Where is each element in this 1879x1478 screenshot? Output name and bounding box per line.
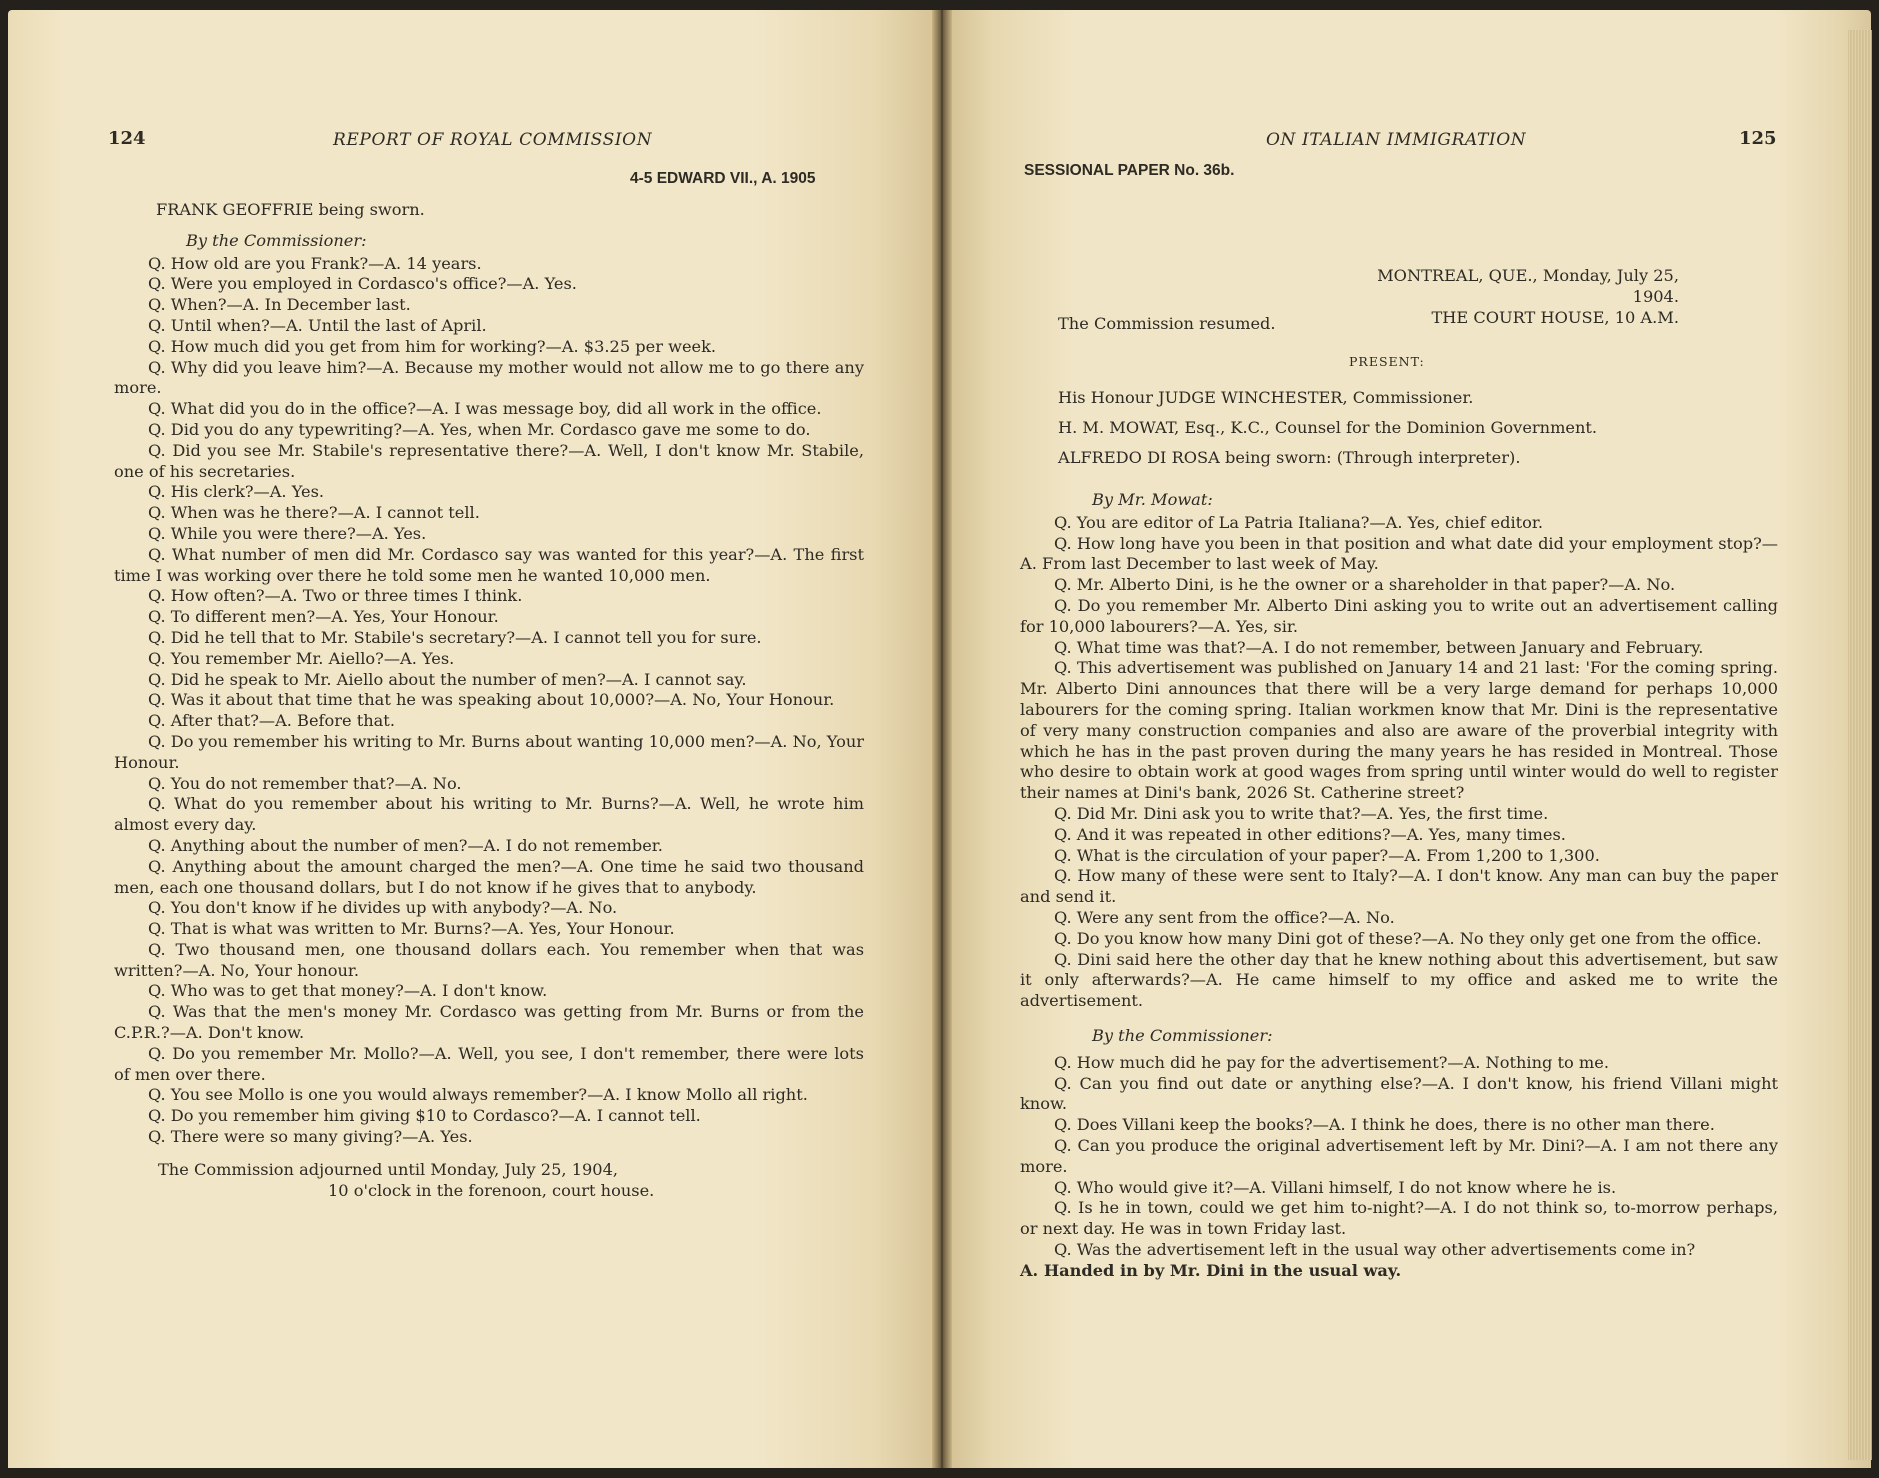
testimony-paragraph: Q. Two thousand men, one thousand dollars each. You remember when that was written?—A. No, Your honour. xyxy=(114,939,864,980)
testimony-paragraph: Q. Was it about that time that he was speaking about 10,000?—A. No, Your Honour. xyxy=(148,690,835,710)
testimony-paragraph: Q. What is the circulation of your paper?—A. From 1,200 to 1,300. xyxy=(1054,845,1600,865)
testimony-paragraph: Q. Were any sent from the office?—A. No. xyxy=(1054,907,1395,927)
testimony-paragraph: Q. After that?—A. Before that. xyxy=(148,711,395,731)
edition-line: 4-5 EDWARD VII., A. 1905 xyxy=(630,170,816,187)
testimony-paragraph: Q. Did Mr. Dini ask you to write that?—A. Yes, the first time. xyxy=(1054,803,1549,823)
testimony-paragraph: Q. When was he there?—A. I cannot tell. xyxy=(148,503,480,523)
testimony-paragraph: Q. While you were there?—A. Yes. xyxy=(148,523,427,543)
testimony-paragraph: Q. His clerk?—A. Yes. xyxy=(148,482,325,502)
final-answer: A. Handed in by Mr. Dini in the usual way. xyxy=(1020,1260,1402,1280)
testimony-paragraph: Q. Can you produce the original advertisement left by Mr. Dini?—A. I am not there any more. xyxy=(1020,1135,1778,1176)
testimony-paragraph: Q. How long have you been in that position and what date did your employment stop?—A. From last December to last week of May. xyxy=(1020,533,1778,574)
testimony-paragraph: Q. How old are you Frank?—A. 14 years. xyxy=(148,253,482,273)
testimony-list xyxy=(114,254,864,1148)
testimony-paragraph: Q. Mr. Alberto Dini, is he the owner or a shareholder in that paper?—A. No. xyxy=(1054,575,1676,595)
testimony-paragraph: Q. What did you do in the office?—A. I was message boy, did all work in the office. xyxy=(148,399,822,419)
testimony-paragraph: Q. Who would give it?—A. Villani himself, I do not know where he is. xyxy=(1054,1177,1617,1197)
testimony-paragraph: Q. Is he in town, could we get him to-night?—A. I do not think so, to-morrow perhaps, or next day. He was in town Friday last. xyxy=(1020,1198,1778,1239)
present-entry: H. M. MOWAT, Esq., K.C., Counsel for the Dominion Government. xyxy=(1058,417,1598,437)
page-edges xyxy=(1848,30,1872,1460)
adjournment-note xyxy=(114,1160,864,1202)
testimony-paragraph: Q. How often?—A. Two or three times I think. xyxy=(148,586,523,606)
testimony-paragraph: Q. You don't know if he divides up with anybody?—A. No. xyxy=(148,898,618,918)
testimony-paragraph: Q. What number of men did Mr. Cordasco say was wanted for this year?—A. The first time I was working over there he told some men he wanted 10,000 men. xyxy=(114,544,864,585)
page-number: 125 xyxy=(1739,128,1777,149)
testimony-paragraph: Q. Did you do any typewriting?—A. Yes, when Mr. Cordasco gave me some to do. xyxy=(148,419,811,439)
testimony-paragraph: Q. There were so many giving?—A. Yes. xyxy=(148,1127,473,1147)
testimony-paragraph: Q. Anything about the number of men?—A. I do not remember. xyxy=(148,835,663,855)
book-gutter xyxy=(932,10,952,1468)
examiner-heading: By Mr. Mowat: xyxy=(1092,490,1213,509)
testimony-paragraph: Q. You are editor of La Patria Italiana?—A. Yes, chief editor. xyxy=(1054,512,1543,532)
testimony-paragraph: Q. Can you find out date or anything else?—A. I don't know, his friend Villani might know. xyxy=(1020,1073,1778,1114)
testimony-paragraph: Q. Anything about the amount charged the men?—A. One time he said two thousand men, each one thousand dollars, but I do not know if he gives that to anybody. xyxy=(114,856,864,897)
witness-intro: FRANK GEOFFRIE being sworn. xyxy=(156,200,425,219)
running-head: ON ITALIAN IMMIGRATION xyxy=(1266,130,1527,150)
testimony-paragraph: Q. And it was repeated in other editions?—A. Yes, many times. xyxy=(1054,824,1566,844)
testimony-paragraph: Q. What do you remember about his writing to Mr. Burns?—A. Well, he wrote him almost every day. xyxy=(114,794,864,835)
testimony-paragraph: Q. How much did you get from him for working?—A. $3.25 per week. xyxy=(148,336,717,356)
testimony-paragraph: Q. Do you remember Mr. Alberto Dini asking you to write out an advertisement calling for 10,000 labourers?—A. Yes, sir. xyxy=(1020,595,1778,636)
adjournment-line: 10 o'clock in the forenoon, court house. xyxy=(328,1180,655,1200)
testimony-paragraph: Q. Dini said here the other day that he knew nothing about this advertisement, but saw it only afterwards?—A. He came himself to my office and asked me to write the advertisement. xyxy=(1020,949,1778,1011)
testimony-paragraph: Q. To different men?—A. Yes, Your Honour. xyxy=(148,607,499,627)
resumed-line: The Commission resumed. xyxy=(1058,314,1276,333)
testimony-paragraph: Q. This advertisement was published on January 14 and 21 last: 'For the coming spring. Mr. Alberto Dini announces that there will be a very large demand for perhaps 10,000 labourers for the coming spring. Italian workmen know that Mr. Dini is the representative of very many construction companies and also are aware of the proverbial integrity with which he has in the past proven during the many years he has resided in Montreal. Those who desire to obtain work at good wages from spring until winter would do well to register their names at Dini's bank, 2026 St. Catherine street? xyxy=(1020,658,1778,803)
left-page-body xyxy=(114,200,864,1201)
testimony-paragraph: Q. That is what was written to Mr. Burns?—A. Yes, Your Honour. xyxy=(148,919,675,939)
testimony-paragraph: Q. How many of these were sent to Italy?—A. I don't know. Any man can buy the paper and send it. xyxy=(1020,866,1778,907)
testimony-paragraph: Q. Did you see Mr. Stabile's representative there?—A. Well, I don't know Mr. Stabile, one of his secretaries. xyxy=(114,440,864,481)
testimony-paragraph: Q. You see Mollo is one you would always remember?—A. I know Mollo all right. xyxy=(148,1085,808,1105)
testimony-paragraph: Q. Do you remember him giving $10 to Cordasco?—A. I cannot tell. xyxy=(148,1106,701,1126)
dateline: MONTREAL, QUE., Monday, July 25, 1904. xyxy=(1377,266,1679,306)
testimony-paragraph: Q. What time was that?—A. I do not remember, between January and February. xyxy=(1054,637,1704,657)
right-page xyxy=(944,10,1871,1468)
witness-intro: ALFREDO DI ROSA being sworn: (Through interpreter). xyxy=(1058,447,1521,467)
present-list xyxy=(1058,388,1778,468)
sessional-paper-line: SESSIONAL PAPER No. 36b. xyxy=(1024,162,1235,179)
testimony-paragraph: Q. Do you remember his writing to Mr. Burns about wanting 10,000 men?—A. No, Your Honour. xyxy=(114,731,864,772)
testimony-paragraph: Q. Was that the men's money Mr. Cordasco was getting from Mr. Burns or from the C.P.R.?—A. Don't know. xyxy=(114,1002,864,1043)
testimony-paragraph: Q. Did he speak to Mr. Aiello about the number of men?—A. I cannot say. xyxy=(148,669,747,689)
running-head: REPORT OF ROYAL COMMISSION xyxy=(333,130,653,150)
testimony-list xyxy=(1020,513,1778,1012)
testimony-paragraph: Q. When?—A. In December last. xyxy=(148,295,411,315)
testimony-paragraph: Q. Until when?—A. Until the last of April. xyxy=(148,315,487,335)
testimony-paragraph: Q. How much did he pay for the advertisement?—A. Nothing to me. xyxy=(1054,1052,1609,1072)
testimony-paragraph: Q. Does Villani keep the books?—A. I think he does, there is no other man there. xyxy=(1054,1115,1715,1135)
testimony-paragraph: Q. You do not remember that?—A. No. xyxy=(148,773,462,793)
testimony-paragraph: Q. Was the advertisement left in the usual way other advertisements come in? xyxy=(1054,1239,1696,1259)
present-entry: His Honour JUDGE WINCHESTER, Commissioner. xyxy=(1058,388,1474,407)
adjournment-line: The Commission adjourned until Monday, July 25, 1904, xyxy=(158,1159,619,1179)
left-page xyxy=(8,10,940,1468)
present-label: PRESENT: xyxy=(1349,354,1425,369)
testimony-paragraph: Q. Did he tell that to Mr. Stabile's secretary?—A. I cannot tell you for sure. xyxy=(148,627,762,647)
page-number: 124 xyxy=(108,128,146,149)
testimony-list xyxy=(1020,1053,1778,1261)
testimony-paragraph: Q. Do you know how many Dini got of these?—A. No they only get one from the office. xyxy=(1054,928,1762,948)
examiner-heading: By the Commissioner: xyxy=(1092,1025,1273,1045)
examiner-heading: By the Commissioner: xyxy=(186,230,367,250)
right-page-body xyxy=(1020,484,1778,1281)
place-time: THE COURT HOUSE, 10 A.M. xyxy=(1431,307,1679,327)
testimony-paragraph: Q. Who was to get that money?—A. I don't know. xyxy=(148,981,548,1001)
testimony-paragraph: Q. Do you remember Mr. Mollo?—A. Well, you see, I don't remember, there were lots of men over there. xyxy=(114,1043,864,1084)
testimony-paragraph: Q. Why did you leave him?—A. Because my mother would not allow me to go there any more. xyxy=(114,357,864,398)
testimony-paragraph: Q. You remember Mr. Aiello?—A. Yes. xyxy=(148,648,455,668)
testimony-paragraph: Q. Were you employed in Cordasco's office?—A. Yes. xyxy=(148,274,577,294)
